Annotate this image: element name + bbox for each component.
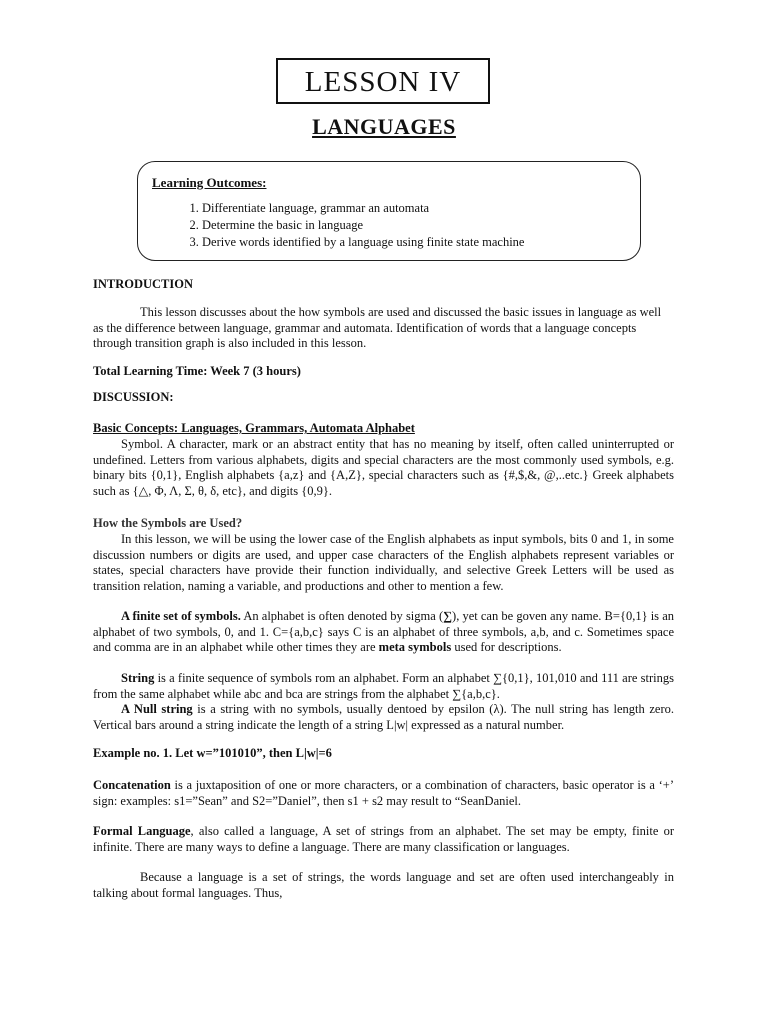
lesson-label: LESSON IV (276, 58, 490, 104)
null-string-paragraph (93, 702, 674, 733)
concatenation-text: is a juxtaposition of one or more characters, or a combination of characters, basic operator is a ‘+’ sign: examples: s1=”Sean” and S2=”Daniel”, then s1 + s2 may result to “SeanDaniel. (93, 778, 674, 808)
null-string-text: is a string with no symbols, usually dentoed by epsilon (λ). The null string has length zero. Vertical bars around a string indicate the length of a string L|w| expressed as a natural number. (93, 702, 674, 732)
finite-set-term: A finite set of symbols. (121, 609, 241, 623)
string-paragraph (93, 671, 674, 702)
sigma-symbol: ∑ (443, 609, 453, 623)
string-term: String (121, 671, 155, 685)
learning-time: Total Learning Time: Week 7 (3 hours) (93, 364, 301, 378)
outcome-item: 1. Differentiate language, grammar an automata (202, 200, 524, 217)
finite-set-text: ), yet can be goven any name. B={0,1} is an alphabet of two symbols, 0, and 1. C={a,b,c} says C is an alphabet of three symbols, a,b, and c. Sometimes space and comma are in an alphabet while other times they are (93, 609, 674, 654)
symbols-text: In this lesson, we will be using the lower case of the English alphabets as input symbols, bits 0 and 1, in some discussion numbers or digits are used, and upper case characters of the English alphabets represent variables or states, special characters have provide their function individually, and selective Greek Letters will be used as transition relation, naming a variable, and productions and other to mention a few. (93, 532, 674, 593)
null-string-term: A Null string (121, 702, 193, 716)
introduction-heading: INTRODUCTION (93, 277, 194, 291)
finite-set-paragraph (93, 609, 674, 656)
basic-concepts-heading: Basic Concepts: Languages, Grammars, Automata Alphabet (93, 421, 415, 435)
string-text: is a finite sequence of symbols rom an alphabet. Form an alphabet ∑{0,1}, 101,010 and 111 are strings from the same alphabet while abc and bca are strings from the alphabet ∑{a,b,c}. (93, 671, 674, 701)
outcome-item: 2. Determine the basic in language (202, 217, 524, 234)
formal-language-term: Formal Language (93, 824, 191, 838)
finite-set-text: used for descriptions. (451, 640, 562, 654)
concatenation-term: Concatenation (93, 778, 171, 792)
page-title: LANGUAGES (312, 114, 456, 139)
learning-outcomes-heading: Learning Outcomes: (152, 175, 267, 190)
outcome-item: 3. Derive words identified by a language using finite state machine (202, 234, 524, 251)
symbols-heading: How the Symbols are Used? (93, 516, 243, 530)
closing-paragraph: Because a language is a set of strings, the words language and set are often used interchangeably in talking about formal languages. Thus, (93, 870, 674, 900)
meta-symbols-term: meta symbols (378, 640, 452, 654)
example-line: Example no. 1. Let w=”101010”, then L|w|=6 (93, 746, 332, 760)
formal-language-text: , also called a language, A set of strings from an alphabet. The set may be empty, finite or infinite. There are many ways to define a language. There are many classification or languages. (93, 824, 675, 854)
concatenation-paragraph (93, 778, 674, 809)
finite-set-text: An alphabet is often denoted by sigma ( (240, 609, 444, 623)
symbol-definition: Symbol. A character, mark or an abstract entity that has no meaning by itself, often called uninterrupted or undefined. Letters from various alphabets, digits and special characters are the most commonly used symbols, e.g. binary bits {0,1}, English alphabets {a,z} and {A,Z}, special characters such as {#,$,&, @,..etc.} Greek alphabets such as {△, Φ, Λ, Σ, θ, δ, etc}, and digits {0,9}. (93, 437, 674, 498)
introduction-text: This lesson discusses about the how symbols are used and discussed the basic issues in language as well as the difference between language, grammar and automata. Identification of words that a language concepts through transition graph is also included in this lesson. (93, 305, 662, 350)
discussion-heading: DISCUSSION: (93, 390, 174, 404)
learning-outcomes-list (184, 200, 524, 251)
formal-language-paragraph (93, 824, 674, 855)
learning-outcomes-box (137, 161, 641, 261)
